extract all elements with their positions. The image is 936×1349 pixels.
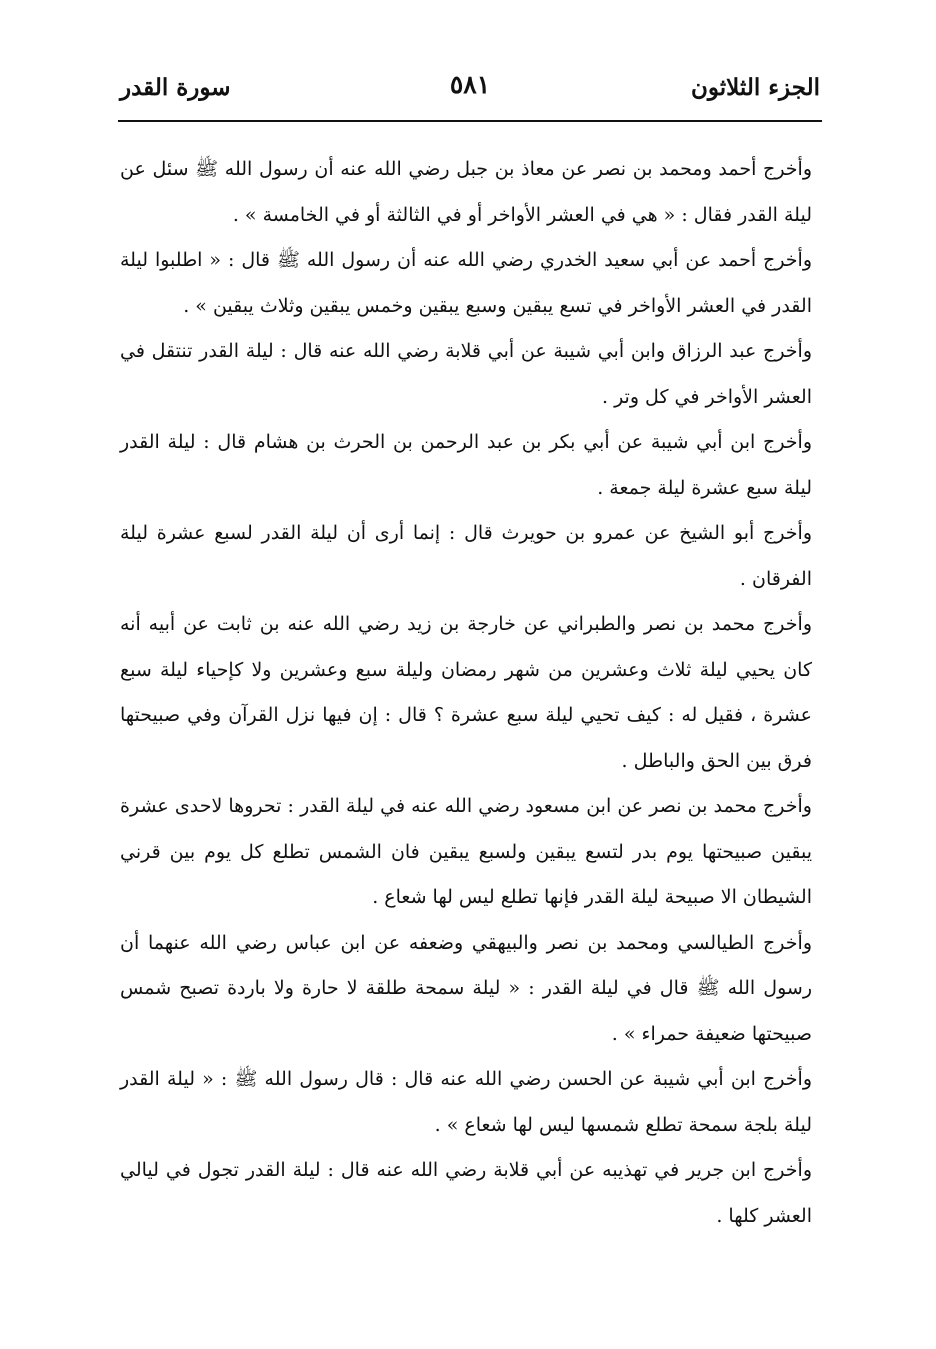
paragraph: وأخرج أبو الشيخ عن عمرو بن حويرث قال : إنما أرى أن ليلة القدر لسبع عشرة ليلة الفرقان . bbox=[120, 522, 812, 590]
page-body bbox=[120, 147, 812, 1239]
part-title: الجزء الثلاثون bbox=[691, 74, 820, 101]
header-divider bbox=[118, 120, 822, 122]
surah-title: سورة القدر bbox=[120, 74, 231, 101]
paragraph: وأخرج أحمد عن أبي سعيد الخدري رضي الله عنه أن رسول الله ﷺ قال : « اطلبوا ليلة القدر في العشر الأواخر في تسع يبقين وسبع يبقين وخمس يبقين وثلاث يبقين » . bbox=[120, 249, 812, 317]
page-header bbox=[120, 70, 820, 110]
paragraph: وأخرج ابن أبي شيبة عن الحسن رضي الله عنه قال : قال رسول الله ﷺ : « ليلة القدر ليلة بلجة سمحة تطلع شمسها ليس لها شعاع » . bbox=[120, 1068, 812, 1136]
paragraph: وأخرج محمد بن نصر عن ابن مسعود رضي الله عنه في ليلة القدر : تحروها لاحدى عشرة يبقين صبيحتها يوم بدر لتسع يبقين ولسبع يبقين فان الشمس تطلع كل يوم بين قرني الشيطان الا صبيحة ليلة القدر فإنها تطلع ليس لها شعاع . bbox=[120, 795, 812, 908]
page-number: ٥٨١ bbox=[449, 70, 491, 99]
paragraph: وأخرج أحمد ومحمد بن نصر عن معاذ بن جبل رضي الله عنه أن رسول الله ﷺ سئل عن ليلة القدر فقال : « هي في العشر الأواخر أو في الثالثة أو في الخامسة » . bbox=[120, 158, 812, 226]
paragraph: وأخرج عبد الرزاق وابن أبي شيبة عن أبي قلابة رضي الله عنه قال : ليلة القدر تنتقل في العشر الأواخر في كل وتر . bbox=[120, 340, 812, 408]
paragraph: وأخرج محمد بن نصر والطبراني عن خارجة بن زيد رضي الله عنه بن ثابت عن أبيه أنه كان يحيي ليلة ثلاث وعشرين من شهر رمضان وليلة سبع وعشرين ولا كإحياء ليلة سبع عشرة ، فقيل له : كيف تحيي ليلة سبع عشرة ؟ قال : إن فيها نزل القرآن وفي صبيحتها فرق بين الحق والباطل . bbox=[120, 613, 812, 772]
paragraph: وأخرج ابن أبي شيبة عن أبي بكر بن عبد الرحمن بن الحرث بن هشام قال : ليلة القدر ليلة سبع عشرة ليلة جمعة . bbox=[120, 431, 812, 499]
paragraph: وأخرج ابن جرير في تهذيبه عن أبي قلابة رضي الله عنه قال : ليلة القدر تجول في ليالي العشر كلها . bbox=[120, 1159, 812, 1227]
paragraph: وأخرج الطيالسي ومحمد بن نصر والبيهقي وضعفه عن ابن عباس رضي الله عنهما أن رسول الله ﷺ قال في ليلة القدر : « ليلة سمحة طلقة لا حارة ولا باردة تصبح شمس صبيحتها ضعيفة حمراء » . bbox=[120, 931, 812, 1045]
